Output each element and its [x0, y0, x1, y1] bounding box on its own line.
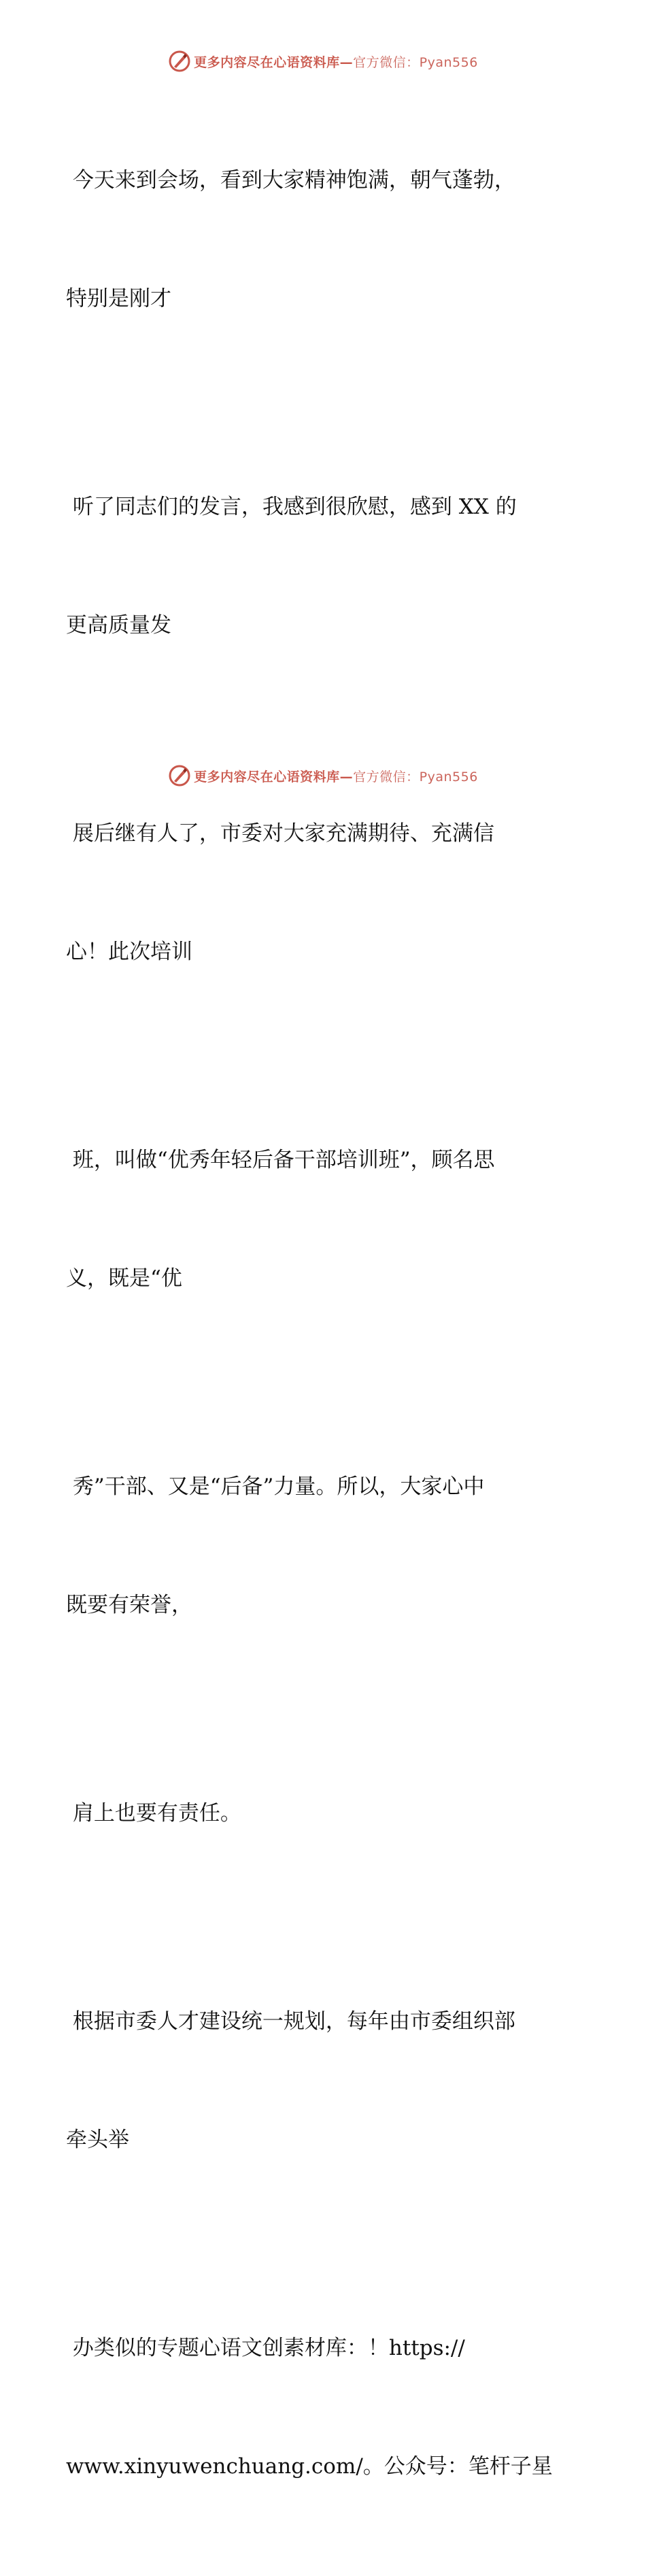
footer-site-text: 更多内容尽在心语资料库—: [194, 769, 354, 785]
paragraph-5: [66, 1388, 566, 1704]
paragraph-line: 展后继有人了，市委对大家充满期待、充满信: [66, 821, 494, 846]
header-wechat-text: 官方微信：Pyan556: [353, 54, 478, 70]
paragraph-2: [66, 408, 566, 724]
paragraph-6: [66, 1715, 566, 1912]
paragraph-line: www.xinyuwenchuang.com/。公众号：笔杆子星: [66, 2454, 553, 2479]
paragraph-line: 班，叫做“优秀年轻后备干部培训班”，顾名思: [66, 1148, 495, 1172]
header-banner-text: [194, 52, 478, 71]
pen-logo-icon: [168, 50, 191, 73]
paragraph-7: [66, 1923, 566, 2239]
footer-banner: [0, 762, 646, 789]
paragraph-line: 心！此次培训: [66, 940, 192, 964]
header-site-text: 更多内容尽在心语资料库—: [194, 54, 354, 70]
paragraph-8: [66, 2249, 566, 2565]
paragraph-line: 秀”干部、又是“后备”力量。所以，大家心中: [66, 1474, 485, 1499]
paragraph-line: 特别是刚才: [66, 286, 171, 311]
paragraph-line: 义，既是“优: [66, 1266, 182, 1291]
paragraph-line: 根据市委人才建设统一规划，每年由市委组织部: [66, 2009, 515, 2034]
pen-logo-icon: [168, 764, 191, 787]
paragraph-1: [66, 82, 566, 397]
paragraph-line: 今天来到会场，看到大家精神饱满，朝气蓬勃，: [66, 168, 515, 193]
paragraph-line: 既要有荣誉，: [66, 1593, 192, 1617]
header-banner: [0, 48, 646, 75]
paragraph-line: 更高质量发: [66, 613, 171, 638]
paragraph-line: 牵头举: [66, 2128, 129, 2152]
paragraph-line: 肩上也要有责任。: [66, 1801, 241, 1826]
document-body: [66, 82, 566, 2576]
footer-wechat-text: 官方微信：Pyan556: [353, 769, 478, 785]
paragraph-line: 听了同志们的发言，我感到很欣慰，感到 XX 的: [66, 495, 517, 519]
footer-banner-text: [194, 767, 478, 785]
paragraph-4: [66, 1061, 566, 1377]
paragraph-line: 办类似的专题心语文创素材库：！https://: [66, 2336, 465, 2360]
